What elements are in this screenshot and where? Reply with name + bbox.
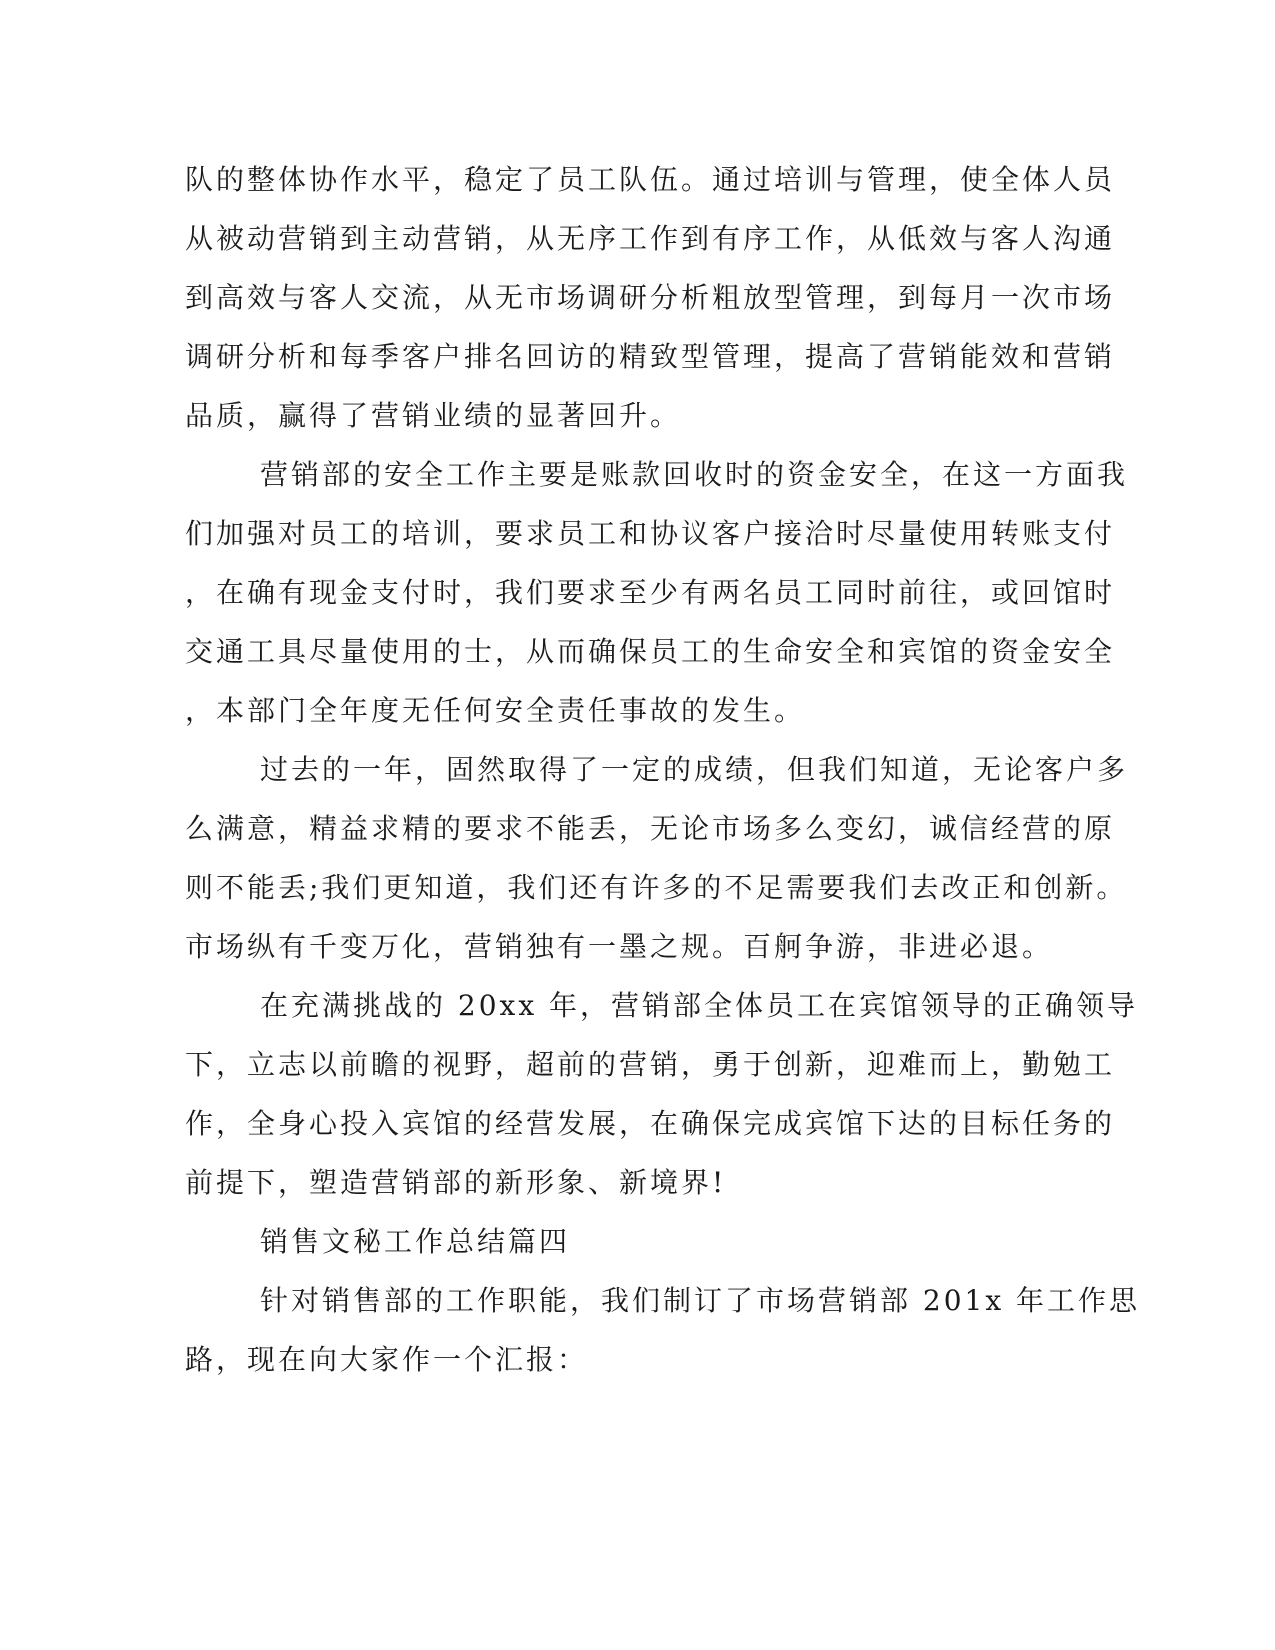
text-line: 们加强对员工的培训，要求员工和协议客户接洽时尽量使用转账支付 — [185, 517, 1116, 550]
text-line: 市场纵有千变万化，营销独有一墨之规。百舸争游，非进必退。 — [185, 930, 1054, 963]
section-heading: 销售文秘工作总结篇四 — [260, 1225, 571, 1258]
text-line: 则不能丢;我们更知道，我们还有许多的不足需要我们去改正和创新。 — [185, 871, 1128, 904]
text-line: 前提下，塑造营销部的新形象、新境界! — [185, 1166, 727, 1199]
text-line: ，在确有现金支付时，我们要求至少有两名员工同时前往，或回馆时 — [185, 576, 1116, 609]
text-line: 作，全身心投入宾馆的经营发展，在确保完成宾馆下达的目标任务的 — [185, 1107, 1116, 1140]
text-line: 品质，赢得了营销业绩的显著回升。 — [185, 399, 682, 432]
text-line: 调研分析和每季客户排名回访的精致型管理，提高了营销能效和营销 — [185, 340, 1116, 373]
text-line: 么满意，精益求精的要求不能丢，无论市场多么变幻，诚信经营的原 — [185, 812, 1116, 845]
paragraph-first-line: 在充满挑战的 20xx 年，营销部全体员工在宾馆领导的正确领导 — [260, 989, 1139, 1022]
text-line: 从被动营销到主动营销，从无序工作到有序工作，从低效与客人沟通 — [185, 222, 1116, 255]
text-line: 到高效与客人交流，从无市场调研分析粗放型管理，到每月一次市场 — [185, 281, 1116, 314]
text-line: ，本部门全年度无任何安全责任事故的发生。 — [185, 694, 806, 727]
paragraph-first-line: 针对销售部的工作职能，我们制订了市场营销部 201x 年工作思 — [260, 1284, 1141, 1317]
text-line: 交通工具尽量使用的士，从而确保员工的生命安全和宾馆的资金安全 — [185, 635, 1116, 668]
text-line: 队的整体协作水平，稳定了员工队伍。通过培训与管理，使全体人员 — [185, 163, 1116, 196]
paragraph-first-line: 营销部的安全工作主要是账款回收时的资金安全，在这一方面我 — [260, 458, 1129, 491]
paragraph-first-line: 过去的一年，固然取得了一定的成绩，但我们知道，无论客户多 — [260, 753, 1129, 786]
text-line: 路，现在向大家作一个汇报： — [185, 1343, 589, 1376]
text-line: 下，立志以前瞻的视野，超前的营销，勇于创新，迎难而上，勤勉工 — [185, 1048, 1116, 1081]
